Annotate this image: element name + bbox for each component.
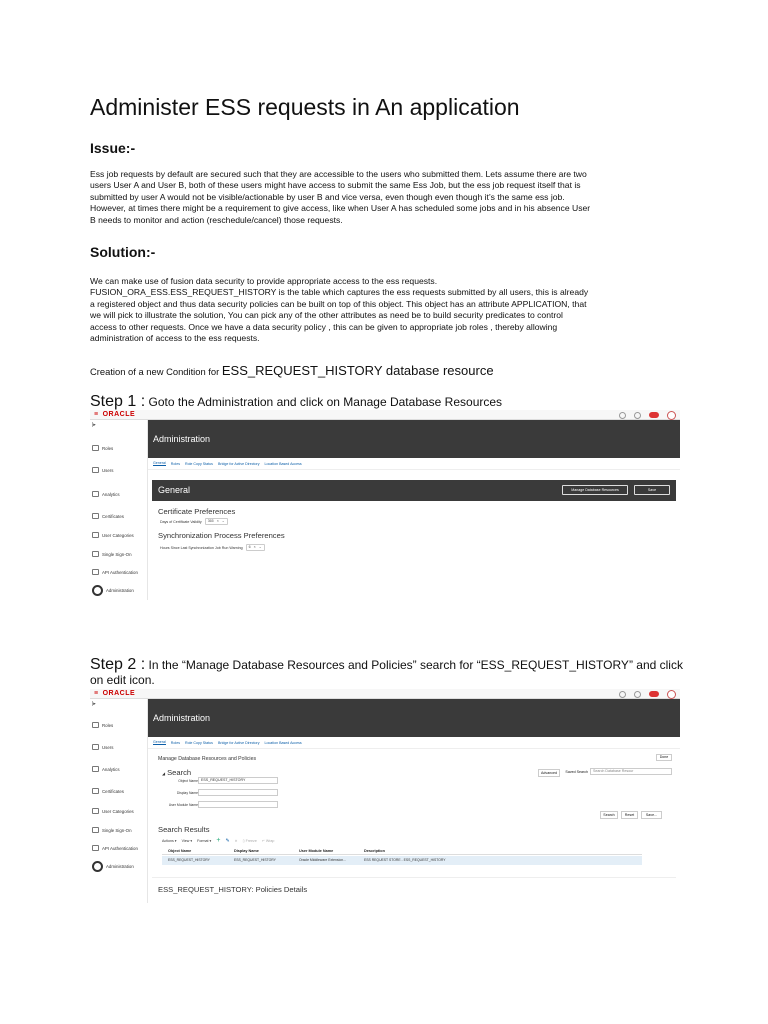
tab-general[interactable]: General [153,740,166,744]
step1-text: Goto the Administration and click on Manage Database Resources [148,395,503,409]
sidebar-item-single-sign-on[interactable]: Single Sign-On [90,824,148,836]
results-table-header [162,847,642,855]
sidebar-item-roles[interactable]: Roles [90,442,148,454]
solution-line: a registered object and thus data security policies can be built on top of this object. This object has an attribute APPLICATION, that [90,298,587,309]
users-icon [92,744,99,750]
save-button[interactable]: Save [634,485,670,495]
manage-db-content [148,749,680,903]
tab-role-copy-status[interactable]: Role Copy Status [185,461,213,466]
issue-line: submitted by user A would not be visible/actionable by user B and vice versa, even though even though it’s the same ess job. [90,191,565,202]
sidebar [90,420,148,600]
key-icon [92,569,99,575]
sidebar [90,699,148,903]
administration-icon [92,861,103,872]
home-icon[interactable] [634,412,641,419]
clear-icon: × [253,545,256,549]
display-name-label: Display Name [176,791,198,795]
display-name-input[interactable] [198,789,278,796]
sidebar-item-administration[interactable]: Administration [90,584,148,596]
roles-icon [92,722,99,728]
table-cell: ESS REQUEST STORE - ESS_REQUEST_HISTORY [364,858,446,862]
oracle-topbar [90,410,680,420]
tab-general[interactable]: General [153,461,166,465]
sidebar-item-users[interactable]: Users [90,741,148,753]
solution-line: access to other requests. Once we have a data security policy , this can be given to appropriate job roles , thereby allowing [90,321,558,332]
cloud-icon [92,551,99,557]
table-cell: ESS_REQUEST_HISTORY [234,858,276,862]
sidebar-item-single-sign-on[interactable]: Single Sign-On [90,548,148,560]
table-cell: ESS_REQUEST_HISTORY [168,858,210,862]
notification-icon[interactable] [649,412,659,418]
header-title: Administration [153,434,211,444]
collapse-icon[interactable]: |▸ [92,422,96,428]
certificate-icon [92,513,99,519]
column-header[interactable]: Description [364,849,385,853]
actions-menu[interactable]: Actions ▾ [162,838,177,843]
issue-line: users User A and User B, both of these users might have access to submit the same Ess Job, but the ess job request itself that is [90,180,581,191]
solution-line: we will pick to illustrate the solution, You can pick any of the other attributes as need be to build security predicates to control [90,310,563,321]
search-results-title: Search Results [158,825,210,834]
format-menu[interactable]: Format ▾ [197,838,212,843]
sidebar-item-api-authentication[interactable]: API Authentication [90,566,148,578]
manage-database-resources-button[interactable]: Manage Database Resources [562,485,628,495]
tab-bridge-active-directory[interactable]: Bridge for Active Directory [217,461,260,466]
caption-prefix: Creation of a new Condition for [90,366,220,377]
app-header [148,420,680,458]
cloud-icon [92,827,99,833]
issue-line: However, at times there might be a requirement to give access, like when User A has scheduled some jobs and in his absence User [90,203,591,214]
chevron-down-icon: ⌄ [221,519,225,523]
reset-button[interactable]: Reset [621,811,638,819]
header-title: Administration [153,713,211,723]
sync-warning-select[interactable]: 6 × ⌄ [246,544,265,551]
tab-bridge-active-directory[interactable]: Bridge for Active Directory [217,740,260,745]
search-icon[interactable] [619,412,626,419]
certificate-preferences-title: Certificate Preferences [158,507,236,516]
general-content [148,470,680,600]
wrap-button[interactable]: ↵ Wrap [261,838,275,843]
sidebar-item-users[interactable]: Users [90,464,148,476]
add-icon[interactable]: + [216,837,221,844]
object-name-input[interactable]: ESS_REQUEST_HISTORY [198,777,278,784]
save-search-button[interactable]: Save... [641,811,662,819]
general-bar [152,480,676,501]
search-icon[interactable] [619,691,626,698]
issue-line: B needs to monitor and action (reschedule/cancel) those requests. [90,214,343,225]
freeze-button[interactable]: ▯ Freeze [242,838,257,843]
solution-line: We can make use of fusion data security to provide appropriate access to the ess requests. [90,276,438,286]
app-header [148,699,680,737]
tab-roles[interactable]: Roles [170,740,180,745]
sync-warning-row [160,544,265,551]
sidebar-item-certificates[interactable]: Certificates [90,510,148,522]
divider [152,877,676,878]
administration-icon [92,585,103,596]
issue-paragraph [90,169,680,226]
solution-heading: Solution:- [90,244,156,260]
avatar[interactable] [667,411,676,420]
step1-heading [90,394,690,410]
tab-role-copy-status[interactable]: Role Copy Status [185,740,213,745]
categories-icon [92,532,99,538]
step2-text-line1: In the “Manage Database Resources and Policies” search for “ESS_REQUEST_HISTORY” and click [148,658,683,672]
sidebar-item-analytics[interactable]: Analytics [90,488,148,500]
column-header[interactable]: Object Name [168,849,192,853]
home-icon[interactable] [634,691,641,698]
clear-icon: × [216,519,219,523]
roles-icon [92,445,99,451]
advanced-button[interactable]: Advanced [538,769,560,777]
table-cell: Oracle Middleware Extension... [299,858,346,862]
disclosure-icon: ◢ [162,771,166,776]
analytics-icon [92,491,99,497]
step2-text-line2: on edit icon. [90,673,155,687]
avatar[interactable] [667,690,676,699]
tab-location-based-access[interactable]: Location Based Access [264,740,302,745]
object-name-label: Object Name [178,779,198,783]
done-button[interactable]: Done [656,754,672,761]
solution-line: administration of access to the ess requests. [90,333,260,344]
view-menu[interactable]: View ▾ [181,838,193,843]
user-module-name-input[interactable] [198,801,278,808]
sidebar-item-administration[interactable]: Administration [90,860,148,872]
step2-heading [90,657,690,688]
sidebar-item-certificates[interactable]: Certificates [90,785,148,797]
tab-roles[interactable]: Roles [170,461,180,466]
oracle-logo: ORACLE [102,411,136,418]
certificate-validity-label: Days of Certificate Validity [160,519,202,524]
sidebar-item-analytics[interactable]: Analytics [90,763,148,775]
users-icon [92,467,99,473]
menu-icon[interactable]: ≡ [94,690,99,697]
step1-label: Step 1 : [90,393,146,410]
sync-preferences-title: Synchronization Process Preferences [158,531,285,540]
key-icon [92,845,99,851]
solution-line: FUSION_ORA_ESS.ESS_REQUEST_HISTORY is the table which captures the ess requests submitted by all users, this is already [90,287,589,298]
document-title: Administer ESS requests in An application [90,94,520,120]
certificate-validity-row [160,518,228,525]
search-button[interactable]: Search [600,811,618,819]
general-title: General [158,485,191,495]
screenshot-step1 [90,410,680,600]
oracle-topbar [90,689,680,699]
collapse-icon[interactable]: |▸ [92,701,96,707]
admin-tabs [148,737,680,749]
admin-tabs [148,458,680,470]
condition-caption [90,363,494,378]
search-section-title[interactable]: ◢ Search [162,768,192,777]
certificate-icon [92,788,99,794]
caption-object: ESS_REQUEST_HISTORY database resource [221,363,494,378]
saved-search-select[interactable]: Search Database Resour [590,768,672,775]
column-header[interactable]: Display Name [234,849,259,853]
issue-heading: Issue:- [90,140,136,156]
page-title: Manage Database Resources and Policies [158,756,257,762]
screenshot-step2 [90,689,680,903]
table-row[interactable] [162,856,642,865]
tab-location-based-access[interactable]: Location Based Access [264,461,302,466]
saved-search-label: Saved Search [565,770,588,774]
user-module-name-label: User Module Name [168,803,198,807]
column-header[interactable]: User Module Name [299,849,334,853]
menu-icon[interactable]: ≡ [94,411,99,418]
results-toolbar [162,837,274,844]
policies-details-title: ESS_REQUEST_HISTORY: Policies Details [158,885,308,894]
sidebar-item-user-categories[interactable]: User Categories [90,529,148,541]
oracle-logo: ORACLE [102,690,136,697]
sidebar-item-api-authentication[interactable]: API Authentication [90,842,148,854]
solution-paragraph [90,276,680,344]
sync-warning-label: Hours Since Last Synchronization Job Run Warning [160,545,243,550]
sidebar-item-roles[interactable]: Roles [90,719,148,731]
chevron-down-icon: ⌄ [258,545,262,549]
edit-icon[interactable]: ✎ [225,837,230,844]
delete-icon[interactable]: ✕ [234,838,238,843]
issue-line: Ess job requests by default are secured such that they are accessible to the users who submitted them. Lets assume there are two [90,169,587,179]
sidebar-item-user-categories[interactable]: User Categories [90,805,148,817]
analytics-icon [92,766,99,772]
categories-icon [92,808,99,814]
certificate-validity-select[interactable]: 365 × ⌄ [205,518,228,525]
step2-label: Step 2 : [90,656,146,673]
notification-icon[interactable] [649,691,659,697]
